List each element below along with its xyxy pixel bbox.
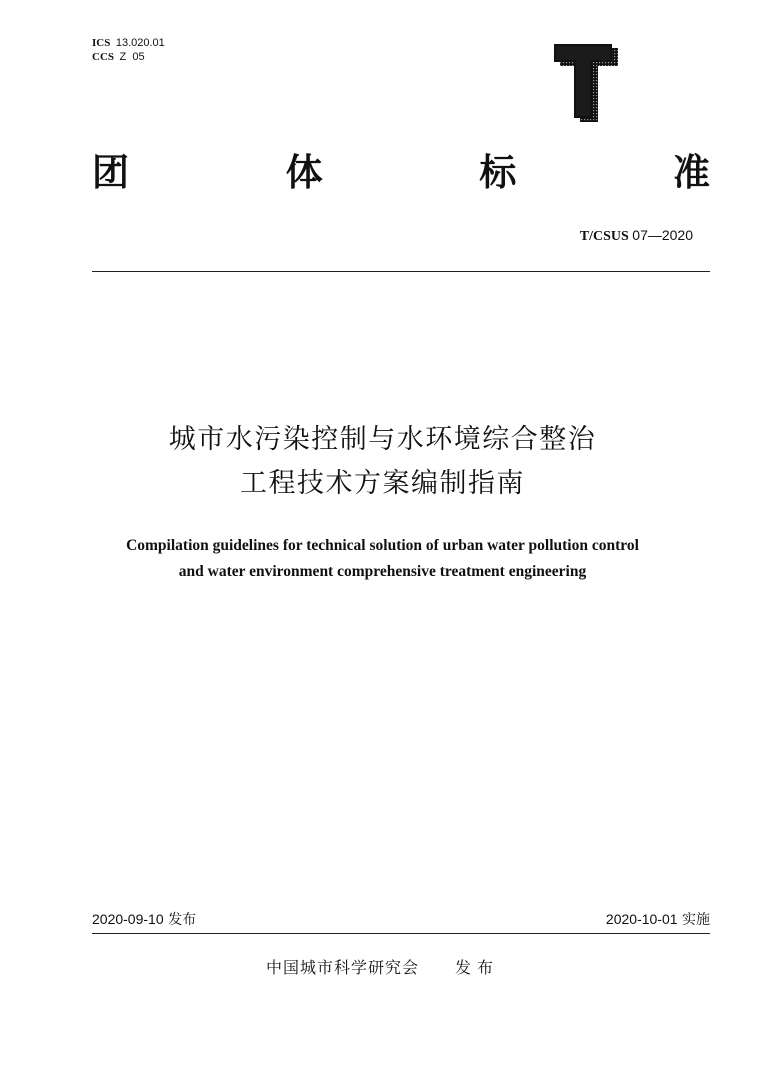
issue-date-block (92, 910, 196, 929)
ics-label: ICS (92, 37, 111, 49)
standard-number (580, 227, 693, 245)
standard-type-char: 体 (285, 151, 323, 194)
issue-label: 发布 (168, 912, 197, 928)
ccs-label: CCS (92, 51, 115, 63)
issue-action: 发布 (455, 958, 500, 977)
footer-divider (92, 933, 710, 934)
standard-number-prefix: T/CSUS (579, 229, 629, 244)
effective-date-block (606, 910, 710, 929)
standard-type-char: 团 (92, 151, 129, 194)
chinese-title-line-2: 工程技术方案编制指南 (240, 468, 525, 499)
ccs-code-row (92, 50, 165, 64)
date-row (92, 910, 710, 929)
header-divider (92, 271, 710, 272)
standard-type-char: 标 (479, 151, 517, 194)
issue-date: 2020-09-10 (92, 911, 164, 927)
standard-number-value: 07—2020 (632, 227, 693, 243)
effective-date: 2020-10-01 (605, 911, 678, 927)
issuing-organization-line (0, 958, 765, 978)
classification-codes (92, 36, 165, 64)
standard-type-char: 准 (672, 151, 710, 194)
standard-type-heading (92, 150, 710, 196)
group-standard-t-logo (554, 44, 618, 122)
english-title-line-2: and water environment comprehensive treatment engineering (178, 563, 587, 580)
effective-label: 实施 (682, 912, 710, 928)
ccs-value: Z 05 (119, 51, 145, 63)
ics-code-row (92, 36, 165, 50)
chinese-title-line-1: 城市水污染控制与水环境综合整治 (168, 424, 597, 455)
english-title (0, 533, 765, 585)
issuing-organization: 中国城市科学研究会 (265, 958, 419, 977)
ics-value: 13.020.01 (115, 37, 165, 49)
english-title-line-1: Compilation guidelines for technical solution of urban water pollution control (126, 537, 639, 554)
chinese-title (0, 418, 765, 506)
